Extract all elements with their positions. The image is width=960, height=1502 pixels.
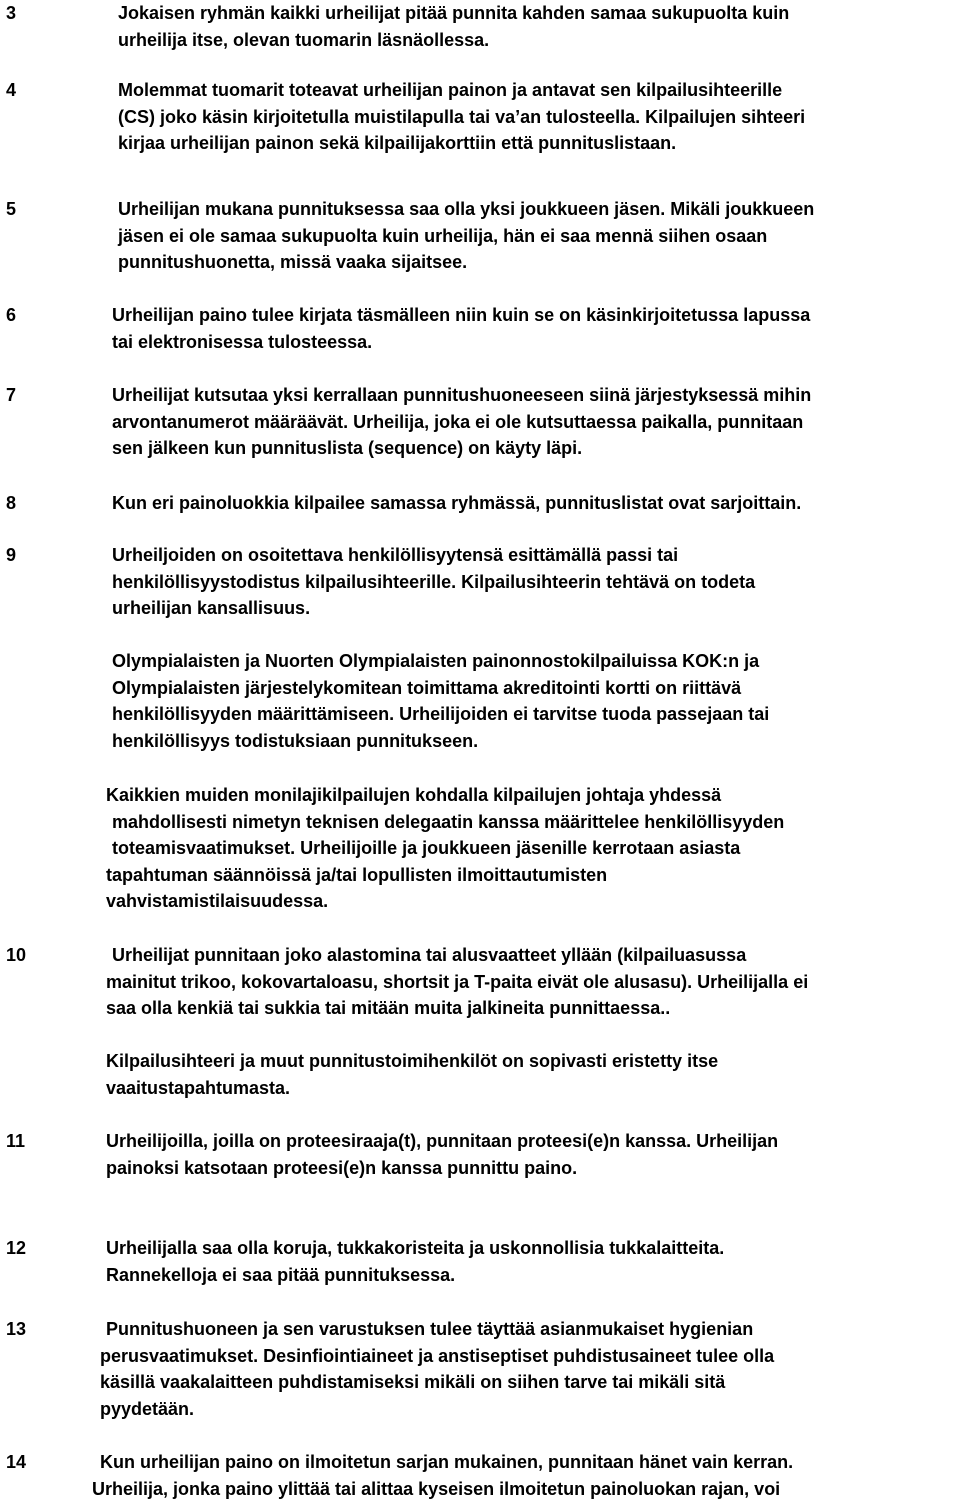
item-number: 8 <box>6 493 17 513</box>
paragraph-line: kirjaa urheilijan painon sekä kilpailijakorttiin että punnituslistaan. <box>118 133 677 154</box>
paragraph-line: Kun eri painoluokkia kilpailee samassa ryhmässä, punnituslistat ovat sarjoittain. <box>112 493 802 513</box>
item-paragraph <box>112 490 801 517</box>
paragraph-line: Kun urheilijan paino on ilmoitetun sarjan mukainen, punnitaan hänet vain kerran. <box>100 1452 794 1472</box>
item-number: 10 <box>6 945 27 965</box>
paragraph-line: urheilija itse, olevan tuomarin läsnäollessa. <box>118 29 490 50</box>
item-number: 13 <box>6 1319 27 1339</box>
item-paragraph <box>106 1128 778 1181</box>
item-paragraph <box>100 1316 774 1422</box>
paragraph-line: Olympialaisten järjestelykomitean toimittama akreditointi kortti on riittävä <box>112 677 742 698</box>
paragraph-line: urheilijan kansallisuus. <box>112 598 311 619</box>
paragraph-line: Rannekelloja ei saa pitää punnituksessa. <box>106 1264 456 1285</box>
item-paragraph <box>112 648 769 754</box>
paragraph-line: Kilpailusihteeri ja muut punnitustoimihenkilöt on sopivasti eristetty itse <box>106 1051 719 1071</box>
paragraph-line: mainitut trikoo, kokovartaloasu, shortsit ja T-paita eivät ole alusasu). Urheilijalla ei <box>106 971 809 992</box>
paragraph-line: Urheilijat kutsutaa yksi kerrallaan punnitushuoneeseen siinä järjestyksessä mihin <box>112 385 812 405</box>
item-paragraph <box>118 196 814 276</box>
paragraph-line: vahvistamistilaisuudessa. <box>106 891 329 912</box>
paragraph-line: pyydetään. <box>100 1398 195 1419</box>
paragraph-line: Urheilijan mukana punnituksessa saa olla yksi joukkueen jäsen. Mikäli joukkueen <box>118 199 815 219</box>
paragraph-line: arvontanumerot määräävät. Urheilija, joka ei ole kutsuttaessa paikalla, punnitaan <box>112 411 804 432</box>
paragraph-line: mahdollisesti nimetyn teknisen delegaatin kanssa määrittelee henkilöllisyyden <box>112 811 785 832</box>
paragraph-line: Urheilijat punnitaan joko alastomina tai alusvaatteet yllään (kilpailuasussa <box>112 945 747 965</box>
paragraph-line: perusvaatimukset. Desinfiointiaineet ja anstiseptiset puhdistusaineet tulee olla <box>100 1345 775 1366</box>
item-paragraph <box>118 0 789 53</box>
paragraph-line: henkilöllisyys todistuksiaan punnitukseen. <box>112 730 479 751</box>
paragraph-line: tai elektronisessa tulosteessa. <box>112 331 373 352</box>
paragraph-line: Urheilija, jonka paino ylittää tai alittaa kyseisen ilmoitetun painoluokan rajan, voi <box>92 1478 781 1499</box>
item-number: 3 <box>6 3 17 23</box>
item-paragraph <box>106 1048 718 1101</box>
item-number: 11 <box>6 1131 26 1151</box>
paragraph-line: painoksi katsotaan proteesi(e)n kanssa punnittu paino. <box>106 1157 578 1178</box>
item-paragraph <box>118 77 805 157</box>
paragraph-line: henkilöllisyyden määrittämiseen. Urheilijoiden ei tarvitse tuoda passejaan tai <box>112 704 770 725</box>
paragraph-line: Jokaisen ryhmän kaikki urheilijat pitää punnita kahden samaa sukupuolta kuin <box>118 3 790 23</box>
paragraph-line: Molemmat tuomarit toteavat urheilijan painon ja antavat sen kilpailusihteerille <box>118 80 783 100</box>
paragraph-line: Olympialaisten ja Nuorten Olympialaisten painonnostokilpailuissa KOK:n ja <box>112 651 760 671</box>
paragraph-line: tapahtuman säännöissä ja/tai lopullisten ilmoittautumisten <box>106 864 608 885</box>
paragraph-line: Urheilijoilla, joilla on proteesiraaja(t), punnitaan proteesi(e)n kanssa. Urheilijan <box>106 1131 779 1151</box>
item-number: 12 <box>6 1238 27 1258</box>
paragraph-line: (CS) joko käsin kirjoitetulla muistilapulla tai va’an tulosteella. Kilpailujen sihteeri <box>118 106 806 127</box>
item-paragraph <box>92 1449 793 1502</box>
paragraph-line: henkilöllisyystodistus kilpailusihteerille. Kilpailusihteerin tehtävä on todeta <box>112 571 756 592</box>
item-paragraph <box>106 782 784 915</box>
item-paragraph <box>106 942 808 1022</box>
paragraph-line: Urheilijalla saa olla koruja, tukkakoristeita ja uskonnollisia tukkalaitteita. <box>106 1238 725 1258</box>
paragraph-line: vaaitustapahtumasta. <box>106 1077 291 1098</box>
paragraph-line: punnitushuonetta, missä vaaka sijaitsee. <box>118 252 468 273</box>
paragraph-line: toteamisvaatimukset. Urheilijoille ja joukkueen jäsenille kerrotaan asiasta <box>112 838 741 859</box>
paragraph-line: saa olla kenkiä tai sukkia tai mitään muita jalkineita punnittaessa.. <box>106 998 671 1019</box>
paragraph-line: Kaikkien muiden monilajikilpailujen kohdalla kilpailujen johtaja yhdessä <box>106 785 722 805</box>
item-number: 7 <box>6 385 17 405</box>
paragraph-line: sen jälkeen kun punnituslista (sequence) on käyty läpi. <box>112 438 583 459</box>
item-number: 4 <box>6 80 17 100</box>
item-number: 6 <box>6 305 17 325</box>
item-number: 9 <box>6 545 17 565</box>
item-number: 14 <box>6 1452 27 1472</box>
paragraph-line: Urheilijan paino tulee kirjata täsmälleen niin kuin se on käsinkirjoitetussa lapussa <box>112 305 811 325</box>
paragraph-line: käsillä vaakalaitteen puhdistamiseksi mikäli on siihen tarve tai mikäli sitä <box>100 1372 726 1393</box>
item-paragraph <box>112 382 811 462</box>
paragraph-line: Punnitushuoneen ja sen varustuksen tulee täyttää asianmukaiset hygienian <box>106 1319 754 1339</box>
paragraph-line: Urheiljoiden on osoitettava henkilöllisyytensä esittämällä passi tai <box>112 545 679 565</box>
paragraph-line: jäsen ei ole samaa sukupuolta kuin urheilija, hän ei saa mennä siihen osaan <box>118 225 768 246</box>
item-paragraph <box>112 542 755 622</box>
item-paragraph <box>112 302 810 355</box>
item-paragraph <box>106 1235 724 1288</box>
item-number: 5 <box>6 199 17 219</box>
